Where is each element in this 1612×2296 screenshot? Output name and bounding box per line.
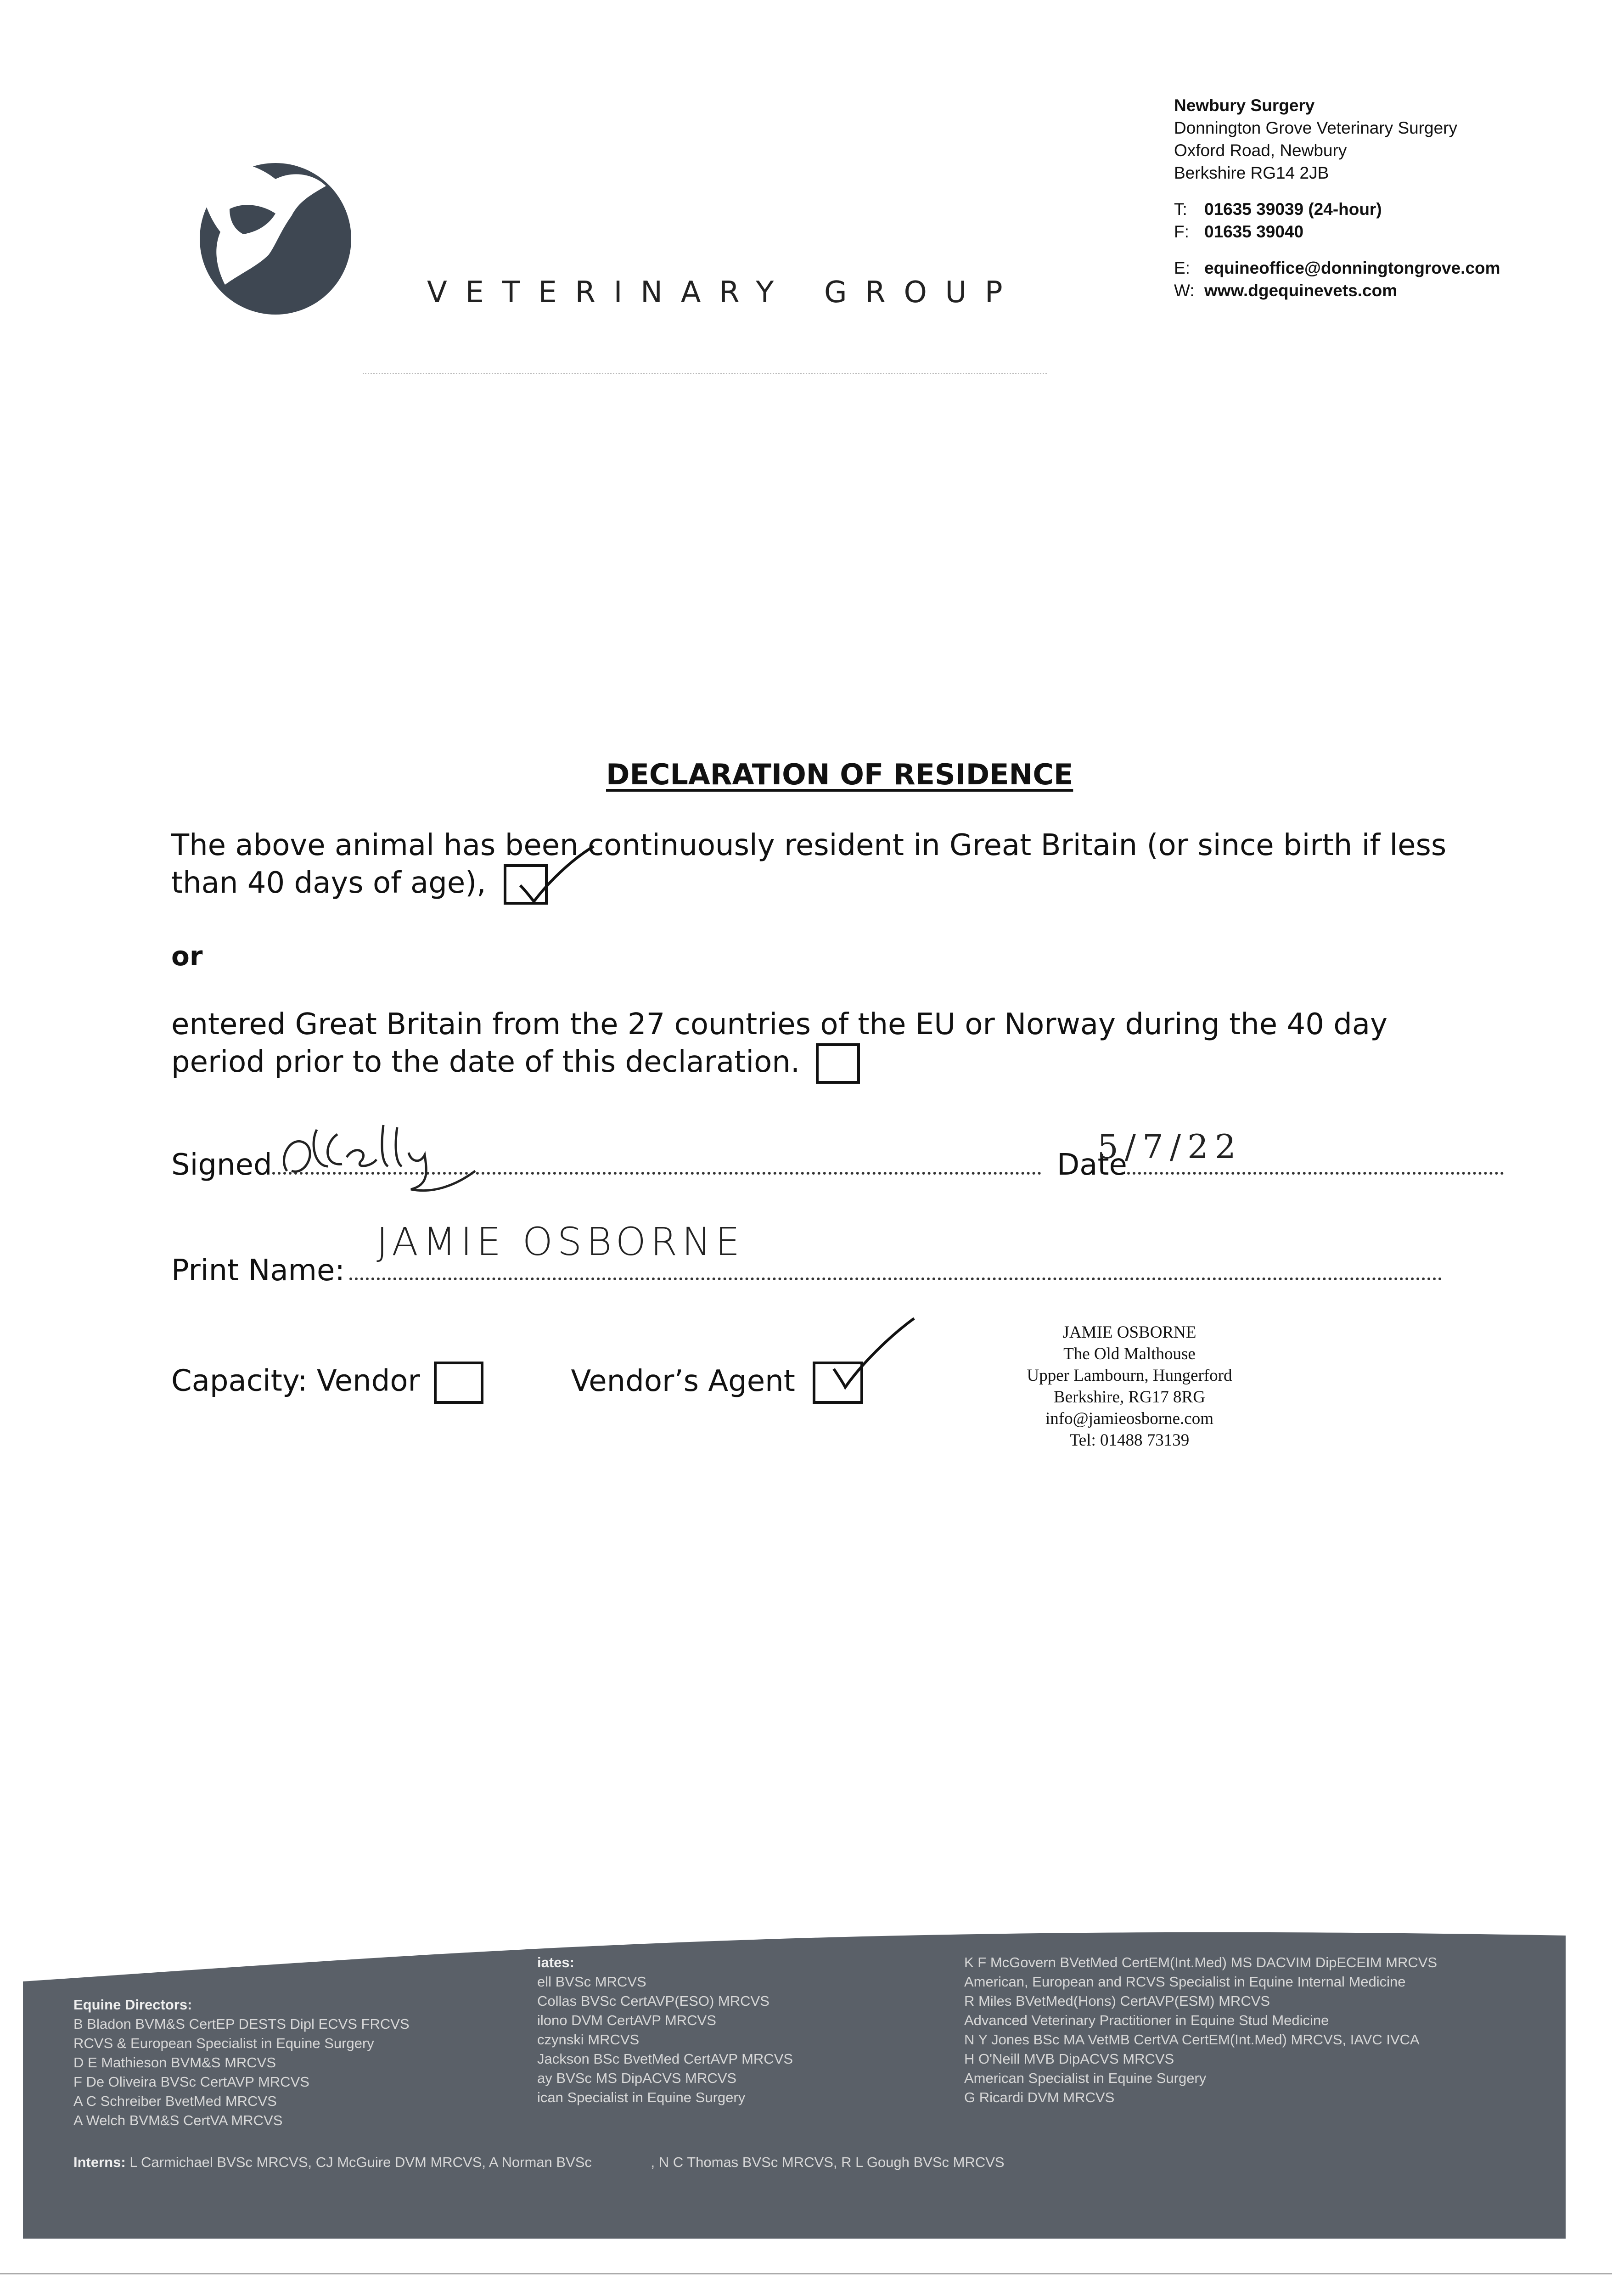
group-name: VETERINARY GROUP	[427, 276, 1021, 310]
handwritten-print-name: JAMIE OSBORNE	[376, 1219, 745, 1264]
interns-row: Interns: L Carmichael BVSc MRCVS, CJ McGuire DVM MRCVS, A Norman BVSc , N C Thomas BVSc MRCVS, R L Gough BVSc MRCVS	[73, 2154, 1005, 2170]
website[interactable]: www.dgequinevets.com	[1204, 281, 1398, 300]
directors-column: Equine Directors: B Bladon BVM&S CertEP DESTS Dipl ECVS FRCVS RCVS & European Specialist in Equine Surgery D E Mathieson BVM&S MRCVS F De Oliveira BVSc CertAVP MRCVS A C Schreiber BvetMed MRCVS A Welch BVM&S CertVA MRCVS	[73, 1995, 410, 2130]
or-label: or	[171, 940, 203, 972]
surgery-name: Newbury Surgery	[1174, 96, 1315, 115]
print-name-label: Print Name:	[171, 1254, 345, 1288]
capacity-row	[171, 1362, 863, 1404]
form-title: DECLARATION OF RESIDENCE	[606, 758, 1073, 791]
option2-text: entered Great Britain from the 27 countries of the EU or Norway during the 40 day period prior to the date of this declaration.	[171, 1007, 1387, 1079]
signature-scribble	[273, 1116, 484, 1199]
option2-paragraph	[171, 1006, 1457, 1084]
vendors-agent-label: Vendor’s Agent	[571, 1364, 795, 1398]
phone-number: 01635 39039 (24-hour)	[1204, 200, 1382, 219]
option1-checkbox[interactable]	[504, 864, 548, 905]
handwritten-date: 5/7/22	[1097, 1127, 1242, 1166]
fax-number: 01635 39040	[1204, 222, 1304, 241]
veterinary-group-logo	[188, 152, 354, 317]
header-divider	[363, 373, 1047, 374]
check-mark-icon	[820, 1314, 921, 1401]
address-line: Oxford Road, Newbury	[1174, 141, 1347, 160]
email-address[interactable]: equineoffice@donningtongrove.com	[1204, 259, 1500, 277]
agent-stamp: JAMIE OSBORNE The Old Malthouse Upper Lambourn, Hungerford Berkshire, RG17 8RG info@jamieosborne.com Tel: 01488 73139	[1027, 1323, 1232, 1450]
print-name-row	[171, 1254, 1442, 1288]
address-line: Donnington Grove Veterinary Surgery	[1174, 118, 1458, 137]
vendor-checkbox[interactable]	[434, 1362, 483, 1404]
associates-heading: iates:	[537, 1954, 574, 1970]
date-label: Date	[1056, 1148, 1127, 1182]
agent-checkbox[interactable]	[813, 1362, 863, 1404]
option1-text: The above animal has been continuously resident in Great Britain (or since birth if less than 40 days of age),	[171, 828, 1447, 900]
option1-paragraph	[171, 827, 1457, 905]
page-bottom-rule	[0, 2273, 1612, 2274]
capacity-label: Capacity: Vendor	[171, 1364, 420, 1398]
specialists-column: K F McGovern BVetMed CertEM(Int.Med) MS DACVIM DipECEIM MRCVS American, European and RCVS Specialist in Equine Internal Medicine R Miles BVetMed(Hons) CertAVP(ESM) MRCVS Advanced Veterinary Practitioner in Equine Stud Medicine N Y Jones BSc MA VetMB CertVA CertEM(Int.Med) MRCVS, IAVC IVCA H O'Neill MVB DipACVS MRCVS American Specialist in Equine Surgery G Ricardi DVM MRCVS	[964, 1954, 1438, 2105]
directors-heading: Equine Directors:	[73, 1997, 192, 2013]
contact-block: Newbury Surgery Donnington Grove Veterinary Surgery Oxford Road, Newbury Berkshire RG14 2JB T: 01635 39039 (24-hour) F: 01635 39040 E: equineoffice@donningtongrove.com W: www.dgequinevets.com	[1174, 94, 1500, 302]
signed-label: Signed	[171, 1148, 272, 1182]
associates-column: iates: ell BVSc MRCVS Collas BVSc CertAVP(ESO) MRCVS ilono DVM CertAVP MRCVS czynski MRCVS Jackson BSc BvetMed CertAVP MRCVS ay BVSc MS DipACVS MRCVS ican Specialist in Equine Surgery	[537, 1953, 793, 2107]
address-line: Berkshire RG14 2JB	[1174, 163, 1329, 182]
option2-checkbox[interactable]	[816, 1043, 860, 1084]
check-mark-icon	[516, 842, 603, 911]
handwritten-signature	[273, 1116, 484, 1200]
